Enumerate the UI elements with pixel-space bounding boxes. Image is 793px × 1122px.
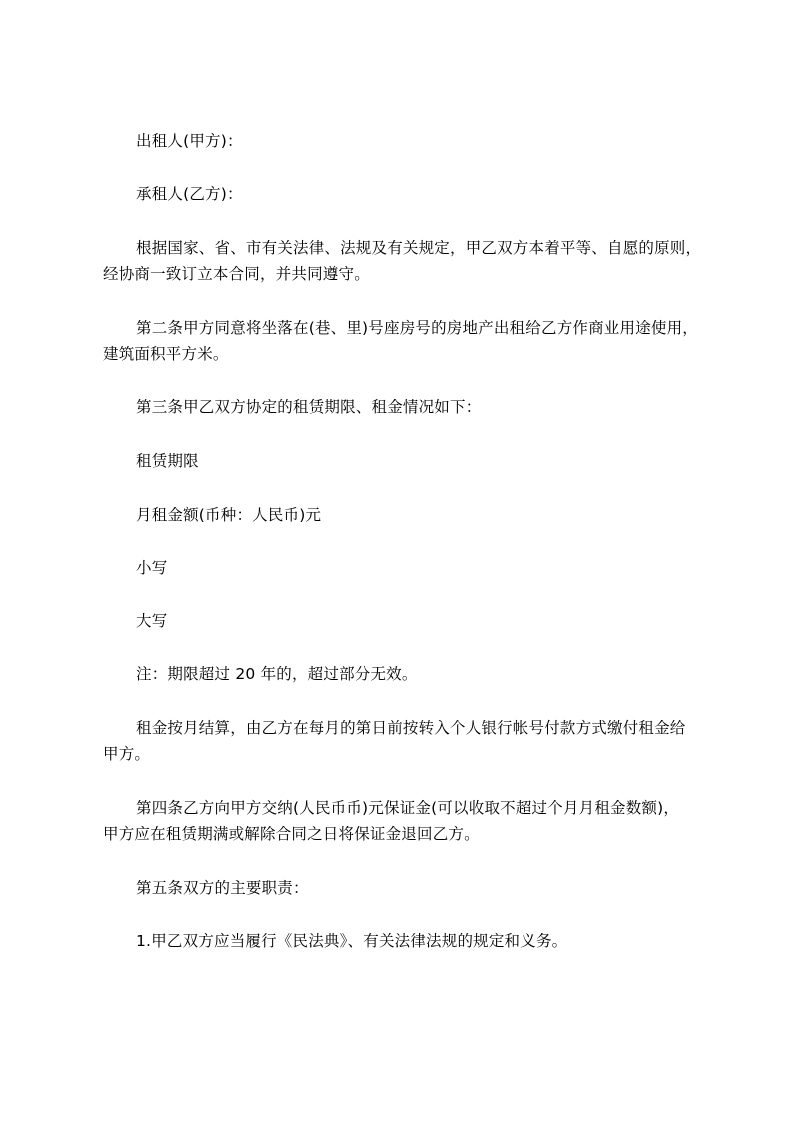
intro-paragraph-line-1: 根据国家、省、市有关法律、法规及有关规定，甲乙双方本着平等、自愿的原则，: [136, 239, 702, 257]
article-5-heading: 第五条双方的主要职责：: [136, 879, 309, 897]
monthly-rent-label: 月租金额(币种：人民币)元: [136, 506, 322, 524]
lessee-line: 承租人(乙方)：: [136, 185, 243, 203]
article-2-line-1: 第二条甲方同意将坐落在(巷、里)号座房号的房地产出租给乙方作商业用途使用，: [136, 319, 698, 337]
article-3-heading: 第三条甲乙双方协定的租赁期限、租金情况如下：: [136, 398, 482, 416]
article-4-line-1: 第四条乙方向甲方交纳(人民币币)元保证金(可以收取不超过个月月租金数额)，: [136, 799, 680, 817]
payment-line-1: 租金按月结算，由乙方在每月的第日前按转入个人银行帐号付款方式缴付租金给: [136, 719, 686, 737]
payment-line-2: 甲方。: [103, 745, 151, 763]
duty-item-1: 1.甲乙双方应当履行《民法典》、有关法律法规的规定和义务。: [136, 932, 568, 950]
intro-paragraph-line-2: 经协商一致订立本合同，并共同遵守。: [103, 265, 370, 283]
lessor-line: 出租人(甲方)：: [136, 132, 243, 150]
lowercase-amount-label: 小写: [136, 559, 168, 577]
uppercase-amount-label: 大写: [136, 612, 168, 630]
article-4-line-2: 甲方应在租赁期满或解除合同之日将保证金退回乙方。: [103, 825, 480, 843]
lease-term-label: 租赁期限: [136, 452, 199, 470]
term-note: 注：期限超过 20 年的，超过部分无效。: [136, 665, 418, 683]
article-2-line-2: 建筑面积平方米。: [103, 345, 229, 363]
